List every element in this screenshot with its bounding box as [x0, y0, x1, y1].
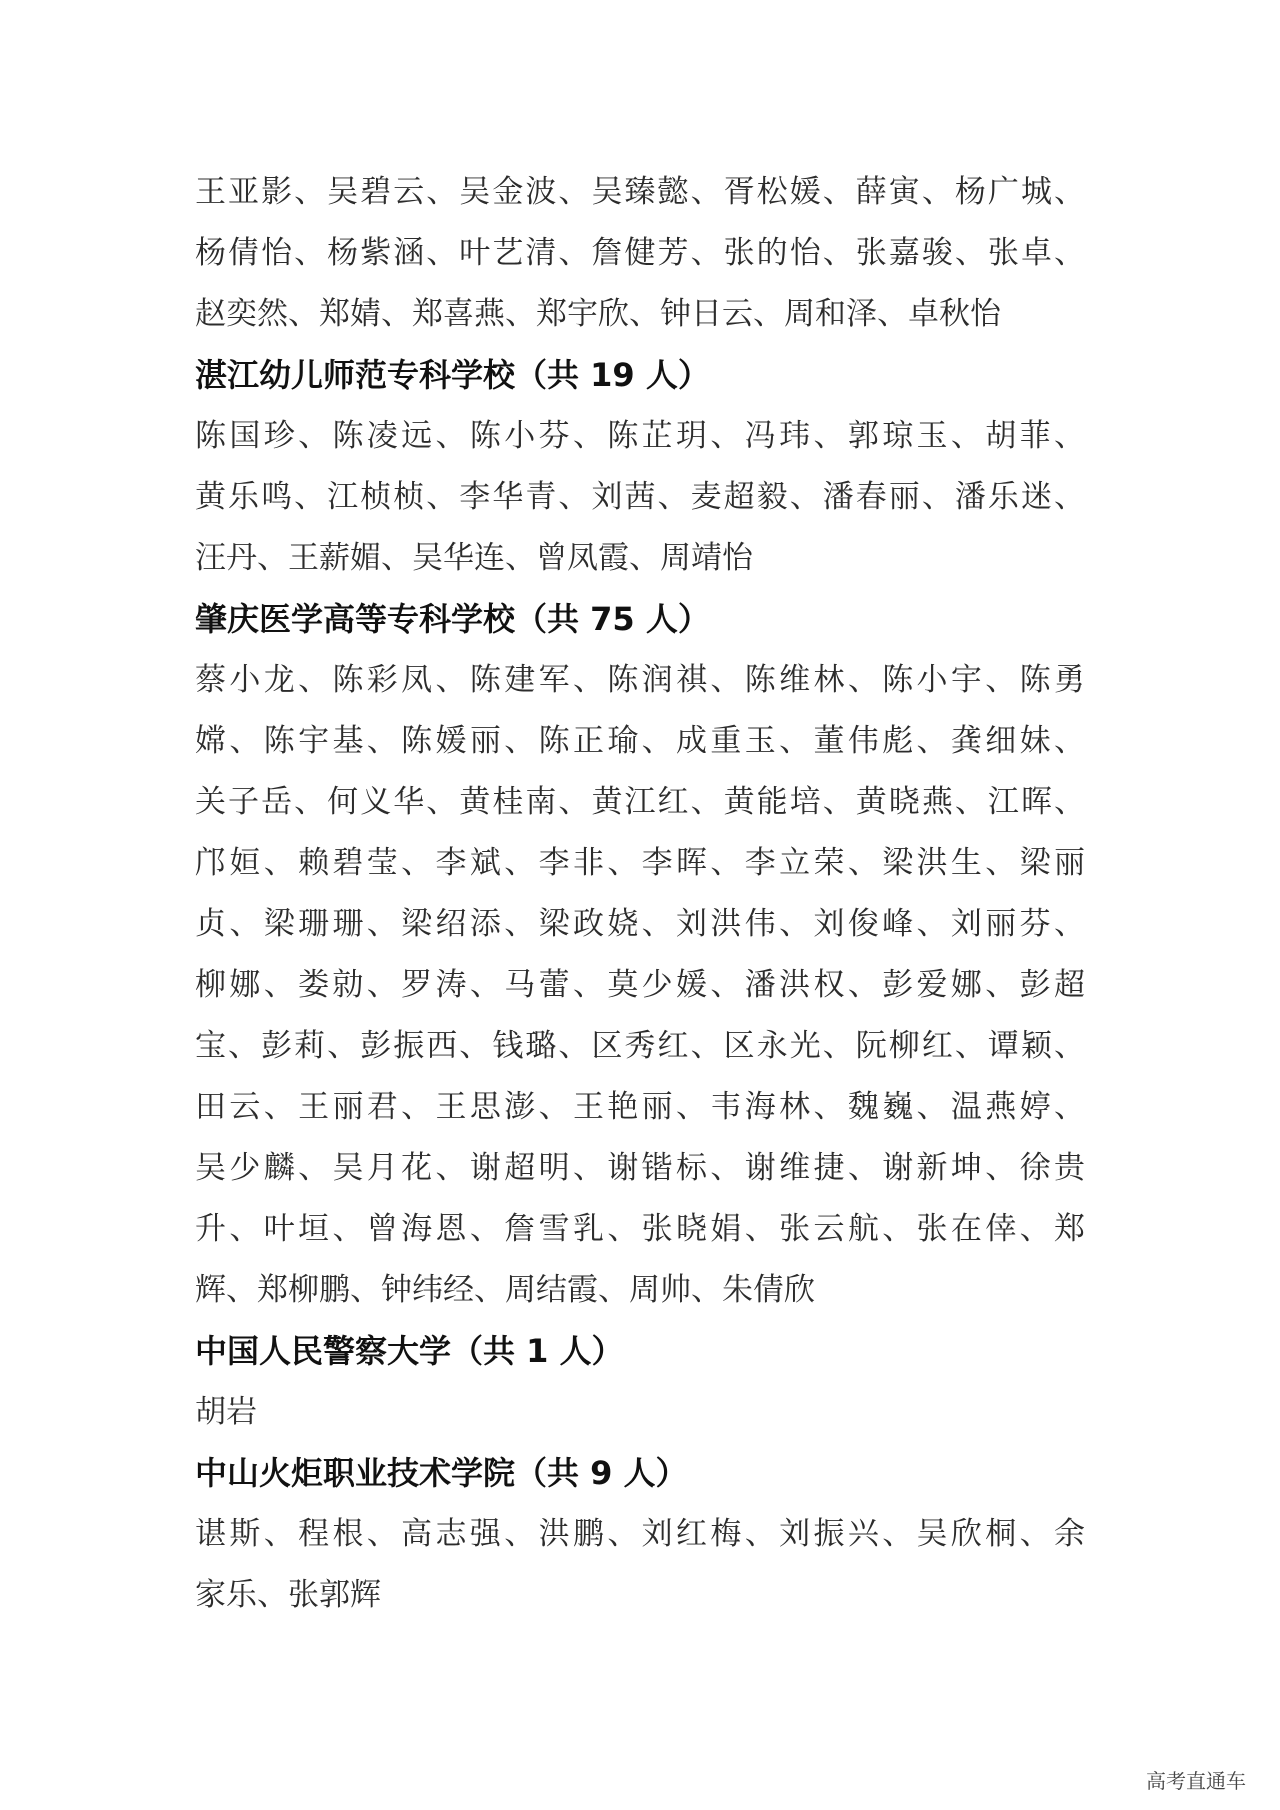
name-list-line: 嫦、陈宇基、陈媛丽、陈正瑜、成重玉、董伟彪、龚细妹、: [195, 723, 1085, 759]
document-body: [195, 162, 1085, 1626]
name-list-line: 升、叶垣、曾海恩、詹雪乳、张晓娟、张云航、张在倖、郑: [195, 1211, 1085, 1247]
name-list-line: 柳娜、娄勍、罗涛、马蕾、莫少媛、潘洪权、彭爱娜、彭超: [195, 967, 1085, 1003]
school-heading: 中山火炬职业技术学院（共 9 人）: [195, 1454, 688, 1492]
name-list-line: 吴少麟、吴月花、谢超明、谢锴标、谢维捷、谢新坤、徐贵: [195, 1150, 1085, 1186]
name-list-line: 邝姮、赖碧莹、李斌、李非、李晖、李立荣、梁洪生、梁丽: [195, 845, 1085, 881]
name-list-line: 王亚影、吴碧云、吴金波、吴臻懿、胥松媛、薛寅、杨广城、: [195, 174, 1085, 210]
name-list-line: 田云、王丽君、王思澎、王艳丽、韦海林、魏巍、温燕婷、: [195, 1089, 1085, 1125]
name-list-line: 家乐、张郭辉: [195, 1577, 381, 1613]
watermark-text: 高考直通车: [1146, 1769, 1246, 1793]
school-heading: 肇庆医学高等专科学校（共 75 人）: [195, 600, 710, 638]
school-heading: 中国人民警察大学（共 1 人）: [195, 1332, 624, 1370]
name-list-line: 汪丹、王薪媚、吴华连、曾凤霞、周靖怡: [195, 540, 753, 576]
name-list-line: 辉、郑柳鹏、钟纬经、周结霞、周帅、朱倩欣: [195, 1272, 815, 1308]
name-list-line: 黄乐鸣、江桢桢、李华青、刘茜、麦超毅、潘春丽、潘乐迷、: [195, 479, 1085, 515]
name-list-line: 蔡小龙、陈彩凤、陈建军、陈润祺、陈维林、陈小宇、陈勇: [195, 662, 1085, 698]
name-list-line: 胡岩: [195, 1394, 257, 1430]
name-list-line: 陈国珍、陈凌远、陈小芬、陈芷玥、冯玮、郭琼玉、胡菲、: [195, 418, 1085, 454]
name-list-line: 谌斯、程根、高志强、洪鹏、刘红梅、刘振兴、吴欣桐、余: [195, 1516, 1085, 1552]
name-list-line: 赵奕然、郑婧、郑喜燕、郑宇欣、钟日云、周和泽、卓秋怡: [195, 296, 1001, 332]
name-list-line: 杨倩怡、杨紫涵、叶艺清、詹健芳、张的怡、张嘉骏、张卓、: [195, 235, 1085, 271]
name-list-line: 贞、梁珊珊、梁绍添、梁政娆、刘洪伟、刘俊峰、刘丽芬、: [195, 906, 1085, 942]
name-list-line: 宝、彭莉、彭振西、钱璐、区秀红、区永光、阮柳红、谭颖、: [195, 1028, 1085, 1064]
school-heading: 湛江幼儿师范专科学校（共 19 人）: [195, 356, 710, 394]
name-list-line: 关子岳、何义华、黄桂南、黄江红、黄能培、黄晓燕、江晖、: [195, 784, 1085, 820]
